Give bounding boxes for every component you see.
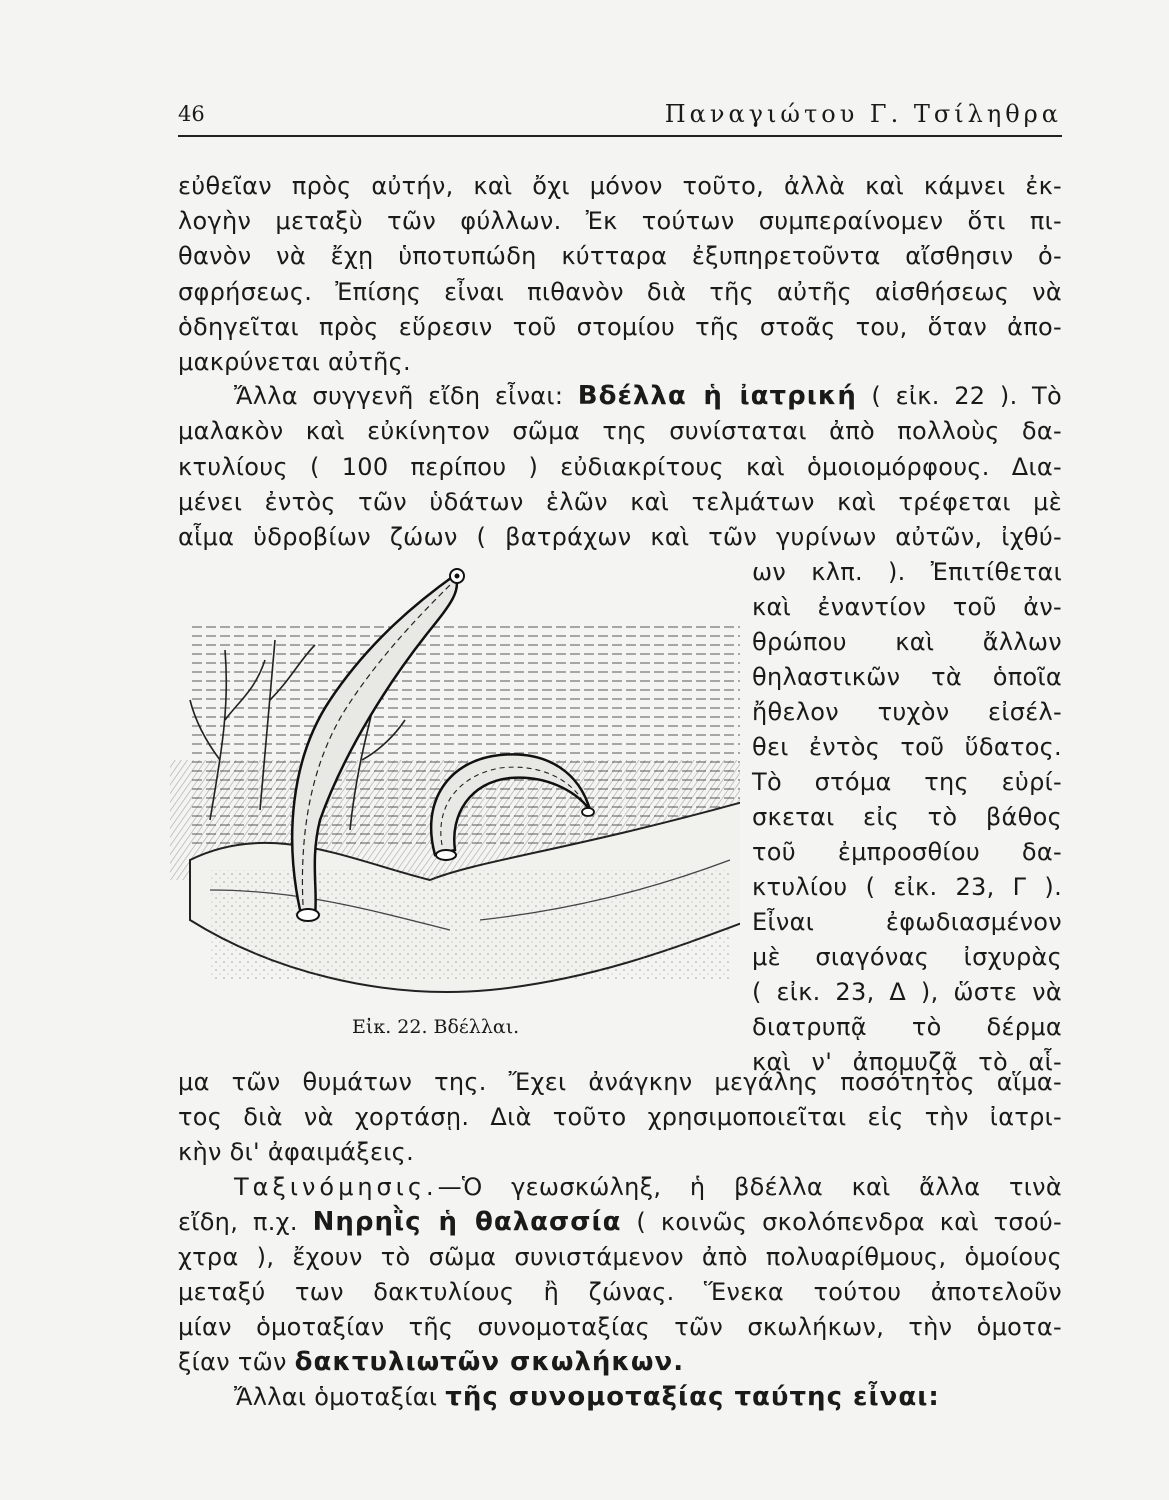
side-text-line: ἤθελον τυχὸν εἰσέλ- <box>752 698 1062 726</box>
section-label: Ταξινόμησις. <box>234 1173 438 1201</box>
figure-caption: Εἰκ. 22. Βδέλλαι. <box>352 1016 520 1038</box>
text-line: ὁδηγεῖται πρὸς εὕρεσιν τοῦ στομίου τῆς στοᾶς του, ὅταν ἀπο- <box>178 313 1062 341</box>
side-text-line: θει ἐντὸς τοῦ ὕδατος. <box>752 733 1062 761</box>
text-line <box>178 1171 1062 1203</box>
side-text-line: θηλαστικῶν τὰ ὁποῖα <box>752 663 1062 691</box>
side-text-line: σκεται εἰς τὸ βάθος <box>752 803 1062 831</box>
text-line: λογὴν μεταξὺ τῶν φύλλων. Ἐκ τούτων συμπεραίνομεν ὅτι πι- <box>178 207 1062 235</box>
species-name-leech: Βδέλλα ἡ ἰατρική <box>577 381 857 411</box>
side-text-line: τοῦ ἐμπροσθίου δα- <box>752 838 1062 866</box>
text-line: εὐθεῖαν πρὸς αὐτήν, καὶ ὄχι μόνον τοῦτο, ἀλλὰ καὶ κάμνει ἐκ- <box>178 172 1062 200</box>
text-line <box>178 1381 1062 1413</box>
text-span: —Ὁ γεωσκώληξ, ἡ βδέλλα καὶ ἄλλα τινὰ <box>437 1173 1062 1201</box>
side-text-line: ( εἰκ. 23, Δ ), ὥστε νὰ <box>752 978 1062 1006</box>
class-name-annelids: δακτυλιωτῶν σκωλήκων. <box>294 1347 685 1377</box>
text-span: ( κοινῶς σκολόπενδρα καὶ τσού- <box>636 1208 1062 1236</box>
side-text-line: μὲ σιαγόνας ἰσχυρὰς <box>752 943 1062 971</box>
text-line: μεταξύ των δακτυλίους ἢ ζώνας. Ἕνεκα τούτου ἀποτελοῦν <box>178 1278 1062 1306</box>
page-number: 46 <box>178 102 205 126</box>
text-span: Ἄλλαι ὁμοταξίαι <box>234 1383 438 1411</box>
side-text-line: καὶ ν' ἀπομυζᾷ τὸ αἷ- <box>752 1048 1062 1076</box>
text-span: ξίαν τῶν <box>178 1348 287 1376</box>
text-span: εἴδη, π.χ. <box>178 1208 298 1236</box>
text-line: θανὸν νὰ ἔχῃ ὑποτυπώδη κύτταρα ἐξυπηρετοῦντα αἴσθησιν ὀ- <box>178 242 1062 270</box>
side-text-line: κτυλίου ( εἰκ. 23, Γ ). <box>752 873 1062 901</box>
text-line: χτρα ), ἔχουν τὸ σῶμα συνιστάμενον ἀπὸ πολυαρίθμους, ὁμοίους <box>178 1243 1062 1271</box>
side-text-line: καὶ ἐναντίον τοῦ ἀν- <box>752 593 1062 621</box>
text-line <box>178 1346 1062 1378</box>
text-line: μακρύνεται αὐτῆς. <box>178 348 411 376</box>
text-span: Ἄλλα συγγενῆ εἴδη εἶναι: <box>234 382 564 410</box>
text-line: σφρήσεως. Ἐπίσης εἶναι πιθανὸν διὰ τῆς αὐτῆς αἰσθήσεως νὰ <box>178 278 1062 306</box>
header-rule <box>178 135 1062 137</box>
side-text-line: διατρυπᾷ τὸ δέρμα <box>752 1013 1062 1041</box>
text-line: μαλακὸν καὶ εὐκίνητον σῶμα της συνίσταται ἀπὸ πολλοὺς δα- <box>178 417 1062 445</box>
side-text-line: ων κλπ. ). Ἐπιτίθεται <box>752 558 1062 586</box>
side-text-line: θρώπου καὶ ἄλλων <box>752 628 1062 656</box>
side-text-line: Τὸ στόμα της εὑρί- <box>752 768 1062 796</box>
running-head: Παναγιώτου Γ. Τσίληθρα <box>664 100 1062 128</box>
text-span: ( εἰκ. 22 ). Τὸ <box>871 382 1062 410</box>
text-line <box>178 1206 1062 1238</box>
text-line: μα τῶν θυμάτων της. Ἔχει ἀνάγκην μεγάλης ποσότητος αἵμα- <box>178 1068 1062 1096</box>
text-line: κὴν δι' ἀφαιμάξεις. <box>178 1138 414 1166</box>
text-line: μένει ἐντὸς τῶν ὑδάτων ἑλῶν καὶ τελμάτων καὶ τρέφεται μὲ <box>178 488 1062 516</box>
text-line <box>178 380 1062 412</box>
page-header <box>178 96 1062 136</box>
text-line: τος διὰ νὰ χορτάσῃ. Διὰ τοῦτο χρησιμοποιεῖται εἰς τὴν ἰατρι- <box>178 1103 1062 1131</box>
bold-phrase: τῆς συνομοταξίας ταύτης εἶναι: <box>445 1382 940 1412</box>
side-text-line: Εἶναι ἐφωδιασμένον <box>752 908 1062 936</box>
species-name-nereis: Νηρηῒς ἡ θαλασσία <box>312 1207 622 1237</box>
text-line: κτυλίους ( 100 περίπου ) εὐδιακρίτους καὶ ὁμοιομόρφους. Δια- <box>178 453 1062 481</box>
leeches-engraving <box>150 560 740 1000</box>
text-line: μίαν ὁμοταξίαν τῆς συνομοταξίας τῶν σκωλήκων, τὴν ὁμοτα- <box>178 1313 1062 1341</box>
text-line: αἷμα ὑδροβίων ζώων ( βατράχων καὶ τῶν γυρίνων αὐτῶν, ἰχθύ- <box>178 523 1062 551</box>
leech-illustration <box>150 560 740 1000</box>
